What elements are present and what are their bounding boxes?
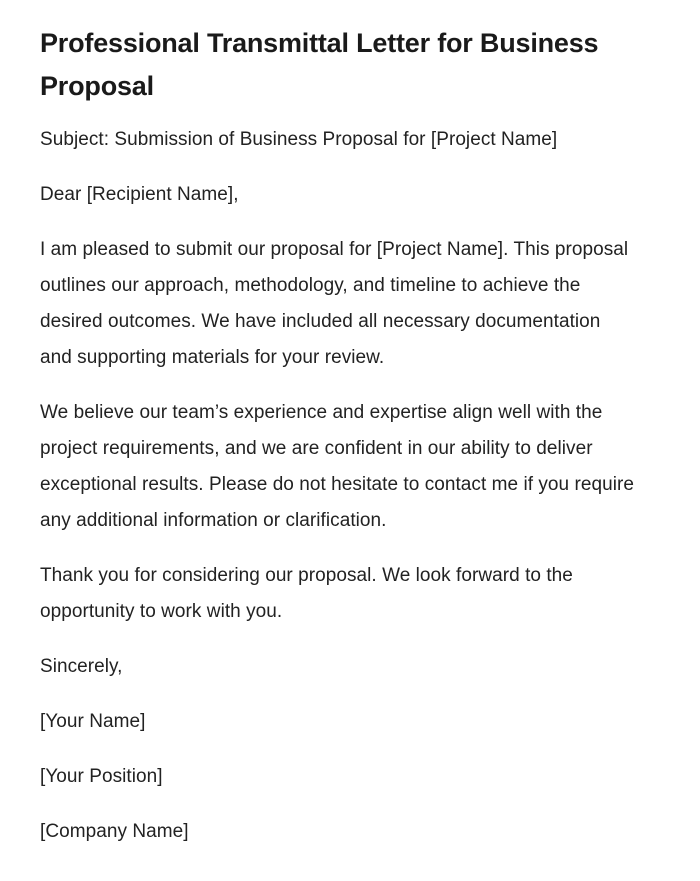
body-paragraph-3: Thank you for considering our proposal. We look forward to the opportunity to work with you. (40, 565, 573, 622)
subject-line: Subject: Submission of Business Proposal for [Project Name] (40, 129, 558, 150)
signature-position: [Your Position] (40, 766, 163, 787)
signature-company: [Company Name] (40, 821, 189, 842)
body-paragraph-1: I am pleased to submit our proposal for [Project Name]. This proposal outlines our approach, methodology, and timeline to achieve the desired outcomes. We have included all necessary documentation and supporting materials for your review. (40, 239, 629, 368)
signature-name: [Your Name] (40, 711, 146, 732)
body-paragraph-2: We believe our team’s experience and expertise align well with the project requirements, and we are confident in our ability to deliver exceptional results. Please do not hesitate to contact me if you require any additional information or clarification. (40, 402, 634, 531)
salutation: Dear [Recipient Name], (40, 184, 239, 205)
closing: Sincerely, (40, 656, 123, 677)
page-title: Professional Transmittal Letter for Business Proposal (40, 28, 599, 101)
